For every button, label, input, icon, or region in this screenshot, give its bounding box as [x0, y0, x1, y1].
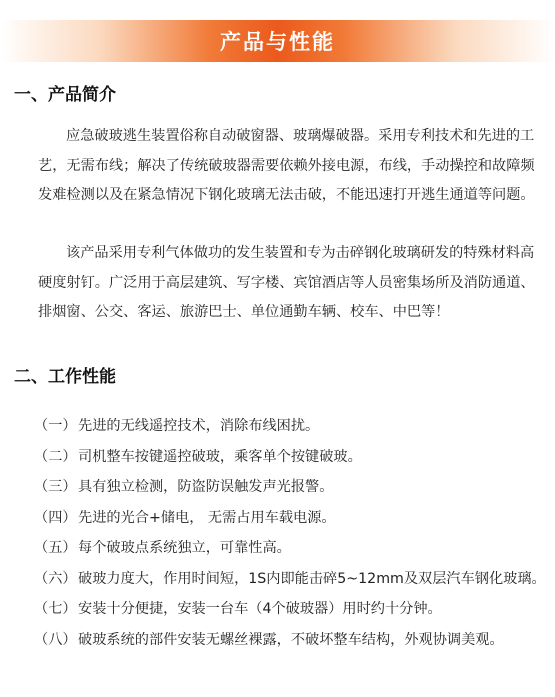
list-item [34, 594, 549, 625]
list-item [34, 533, 549, 564]
list-item [34, 564, 549, 595]
list-item [34, 472, 549, 503]
intro-paragraph-2: 该产品采用专利气体做功的发生装置和专为击碎钢化玻璃研发的特殊材料高硬度射钉。广泛用于高层建筑、写字楼、宾馆酒店等人员密集场所及消防通道、排烟窗、公交、客运、旅游巴士、单位通勤车辆、校车、中巴等！ [38, 245, 535, 320]
list-item-text: 先进的光合+储电， 无需占用车载电源。 [78, 509, 336, 526]
list-item-number: （七） [34, 601, 77, 617]
list-item-text: 具有独立检测，防盗防误触发声光报警。 [78, 479, 334, 495]
section-heading-product-intro: 一、产品简介 [14, 85, 116, 105]
list-item-text: 安装十分便捷，安装一台车（4个破玻器）用时约十分钟。 [78, 601, 442, 617]
list-item-number: （八） [34, 631, 77, 648]
list-item-number: （一） [34, 418, 77, 434]
list-item [34, 411, 549, 442]
list-item-number: （四） [34, 509, 77, 526]
banner-title: 产品与性能 [220, 30, 335, 54]
list-item [34, 442, 549, 473]
list-item-text: 破玻系统的部件安装无螺丝裸露，不破坏整车结构，外观协调美观。 [78, 631, 504, 648]
list-item-text: 先进的无线遥控技术，消除布线困扰。 [78, 418, 320, 434]
list-item-number: （二） [34, 448, 77, 465]
list-item-number: （六） [34, 570, 77, 587]
performance-list [34, 411, 549, 655]
list-item [34, 625, 549, 656]
section-heading-performance: 二、工作性能 [14, 367, 116, 387]
list-item-number: （三） [34, 479, 77, 495]
list-item-text: 司机整车按键遥控破玻，乘客单个按键破玻。 [78, 448, 362, 465]
list-item [34, 503, 549, 534]
list-item-number: （五） [34, 540, 77, 556]
intro-paragraph-1: 应急破玻逃生装置俗称自动破窗器、玻璃爆破器。采用专利技术和先进的工艺，无需布线；解决了传统破玻器需要依赖外接电源，布线，手动操控和故障频发难检测以及在紧急情况下钢化玻璃无法击破，不能迅速打开逃生通道等问题。 [38, 128, 535, 203]
list-item-text: 每个破玻点系统独立，可靠性高。 [78, 540, 291, 556]
title-banner [0, 20, 555, 62]
list-item-text: 破玻力度大，作用时间短，1S内即能击碎5~12mm及双层汽车钢化玻璃。 [78, 570, 546, 587]
